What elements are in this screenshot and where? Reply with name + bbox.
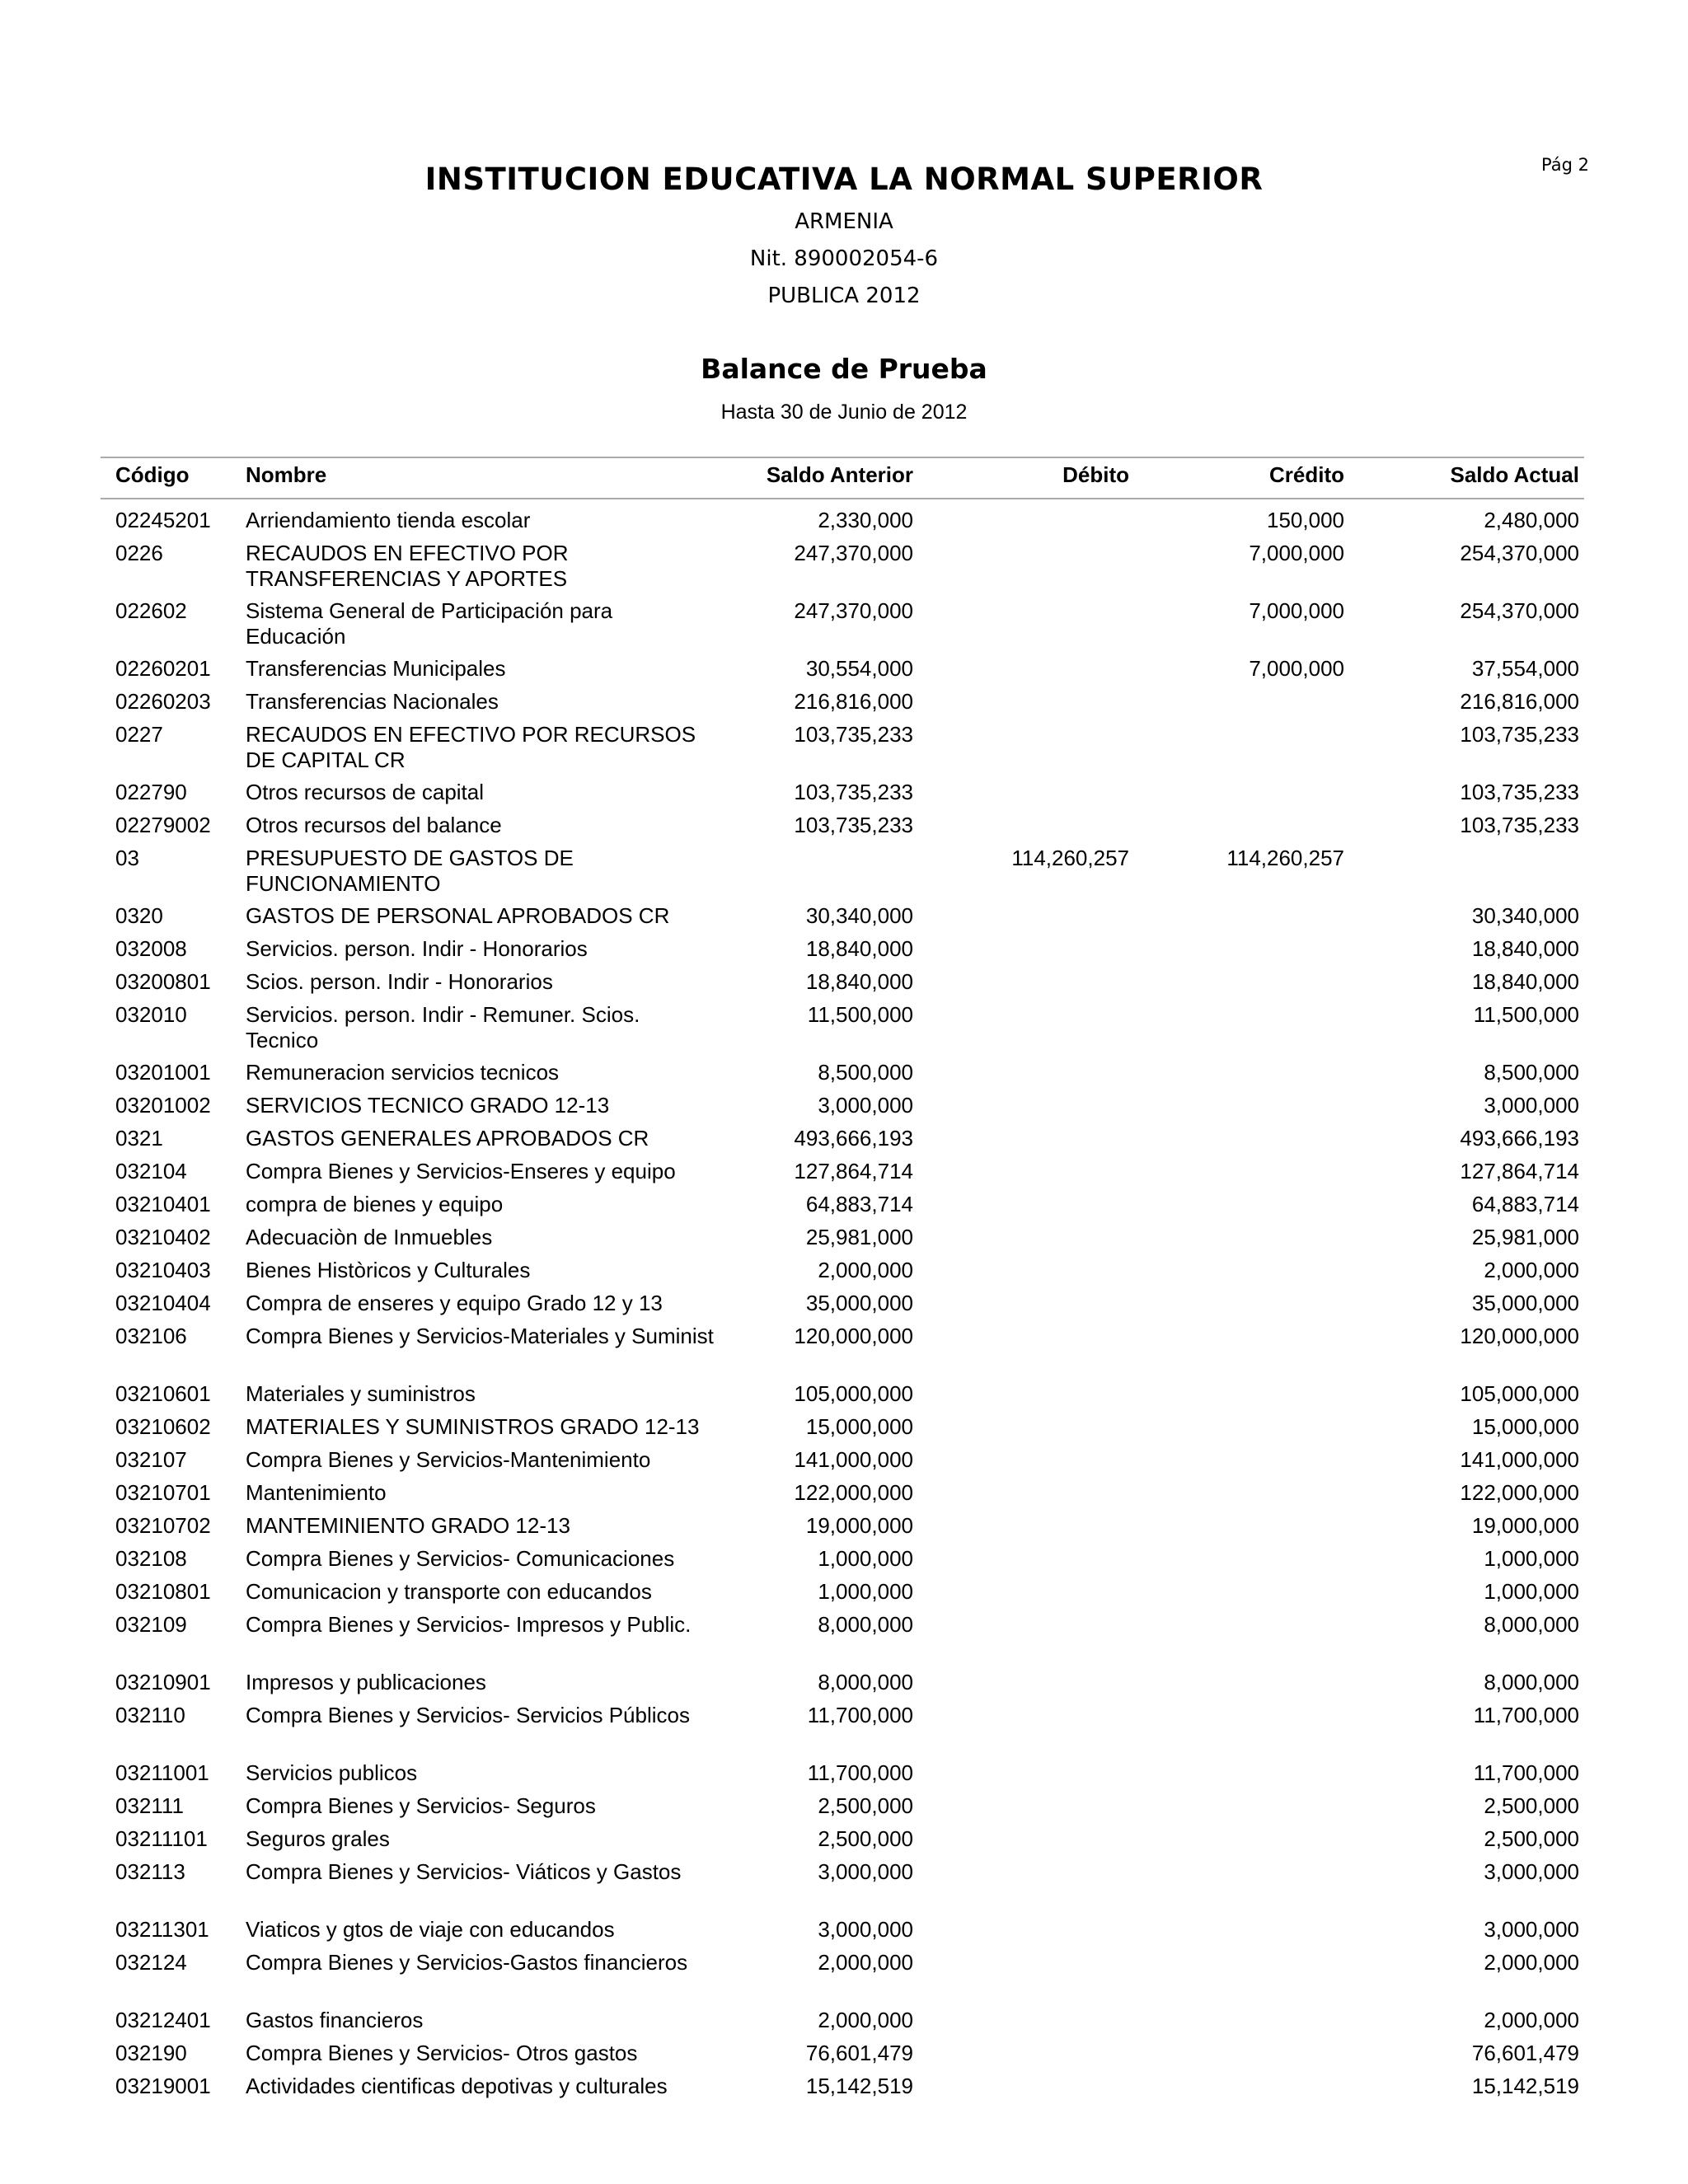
row-saldo-anterior: 127,864,714 [794, 1159, 913, 1183]
row-credito: 150,000 [1267, 508, 1344, 532]
row-code: 03210702 [115, 1513, 211, 1538]
row-saldo-anterior: 2,000,000 [818, 1950, 913, 1975]
table-row [0, 1760, 1688, 1793]
row-code: 032111 [115, 1793, 184, 1818]
row-saldo-anterior: 15,000,000 [805, 1414, 913, 1439]
row-saldo-actual: 3,000,000 [1484, 1093, 1579, 1118]
row-saldo-actual: 8,000,000 [1484, 1612, 1579, 1637]
row-saldo-anterior: 35,000,000 [805, 1291, 913, 1315]
row-code: 032190 [115, 2041, 187, 2065]
table-row [0, 1546, 1688, 1579]
row-name: Compra Bienes y Servicios- Seguros [246, 1793, 596, 1818]
row-saldo-anterior: 8,000,000 [818, 1612, 913, 1637]
row-saldo-actual: 105,000,000 [1460, 1381, 1579, 1406]
row-name: Impresos y publicaciones [246, 1670, 486, 1694]
row-name: Seguros grales [246, 1826, 390, 1851]
row-name: Scios. person. Indir - Honorarios [246, 969, 553, 994]
row-saldo-actual: 103,735,233 [1460, 813, 1579, 837]
row-name: Servicios publicos [246, 1760, 418, 1785]
row-code: 02260203 [115, 689, 211, 714]
page-number: Pág 2 [1541, 155, 1589, 175]
header-rule-top [101, 457, 1584, 458]
row-saldo-actual: 493,666,193 [1460, 1126, 1579, 1151]
row-name: Arriendamiento tienda escolar [246, 508, 531, 532]
table-row [0, 846, 1688, 903]
city: ARMENIA [795, 209, 893, 234]
row-saldo-actual: 11,700,000 [1473, 1703, 1579, 1727]
table-row [0, 1060, 1688, 1093]
row-code: 032108 [115, 1546, 187, 1571]
row-code: 03 [115, 846, 139, 870]
row-saldo-anterior: 1,000,000 [818, 1579, 913, 1604]
table-row [0, 656, 1688, 689]
row-saldo-actual: 18,840,000 [1471, 936, 1579, 961]
table-row [0, 780, 1688, 813]
row-name: Adecuaciòn de Inmuebles [246, 1225, 493, 1249]
table-row [0, 1093, 1688, 1126]
table-row [0, 1159, 1688, 1192]
table-row [0, 1480, 1688, 1513]
row-code: 0320 [115, 903, 163, 928]
row-code: 03210801 [115, 1579, 211, 1604]
row-code: 032104 [115, 1159, 187, 1183]
row-saldo-anterior: 15,142,519 [805, 2074, 913, 2098]
row-name: Compra Bienes y Servicios-Enseres y equipo [246, 1159, 676, 1183]
row-credito: 7,000,000 [1249, 598, 1344, 623]
row-name: Compra Bienes y Servicios- Servicios Públicos [246, 1703, 690, 1727]
row-saldo-actual: 254,370,000 [1460, 541, 1579, 565]
row-saldo-anterior: 8,000,000 [818, 1670, 913, 1694]
row-code: 032109 [115, 1612, 187, 1637]
row-saldo-anterior: 493,666,193 [794, 1126, 913, 1151]
row-name: Sistema General de Participación para Educación [246, 598, 613, 649]
row-saldo-actual: 103,735,233 [1460, 780, 1579, 804]
row-saldo-anterior: 3,000,000 [818, 1859, 913, 1884]
row-name: Materiales y suministros [246, 1381, 476, 1406]
row-saldo-actual: 141,000,000 [1460, 1447, 1579, 1472]
row-name: Transferencias Municipales [246, 656, 506, 681]
row-code: 03210401 [115, 1192, 211, 1216]
row-name: Compra Bienes y Servicios- Impresos y Public. [246, 1612, 692, 1637]
row-name: Compra Bienes y Servicios- Viáticos y Gastos [246, 1859, 682, 1884]
row-name: RECAUDOS EN EFECTIVO POR TRANSFERENCIAS Y APORTES [246, 541, 569, 591]
row-saldo-anterior: 19,000,000 [805, 1513, 913, 1538]
col-header-debito: Débito [1062, 462, 1129, 487]
table-row [0, 969, 1688, 1002]
row-name: SERVICIOS TECNICO GRADO 12-13 [246, 1093, 610, 1118]
row-saldo-actual: 18,840,000 [1471, 969, 1579, 994]
row-code: 03210402 [115, 1225, 211, 1249]
row-name: GASTOS DE PERSONAL APROBADOS CR [246, 903, 670, 928]
row-saldo-actual: 2,000,000 [1484, 2008, 1579, 2032]
row-saldo-anterior: 103,735,233 [794, 813, 913, 837]
row-saldo-actual: 122,000,000 [1460, 1480, 1579, 1505]
row-saldo-anterior: 30,554,000 [805, 656, 913, 681]
table-row [0, 689, 1688, 722]
row-saldo-anterior: 11,500,000 [807, 1002, 913, 1027]
row-saldo-anterior: 18,840,000 [805, 936, 913, 961]
row-code: 032107 [115, 1447, 187, 1472]
table-row [0, 1258, 1688, 1291]
row-code: 02279002 [115, 813, 211, 837]
table-row [0, 1793, 1688, 1826]
row-saldo-actual: 76,601,479 [1471, 2041, 1579, 2065]
table-row [0, 1291, 1688, 1324]
row-name: Servicios. person. Indir - Remuner. Scios. Tecnico [246, 1002, 640, 1052]
row-saldo-actual: 2,000,000 [1484, 1258, 1579, 1282]
row-code: 0321 [115, 1126, 163, 1151]
table-row [0, 813, 1688, 846]
row-credito: 114,260,257 [1226, 846, 1344, 870]
row-saldo-anterior: 2,500,000 [818, 1826, 913, 1851]
row-saldo-anterior: 247,370,000 [794, 541, 913, 565]
entity-type: PUBLICA 2012 [767, 284, 921, 308]
table-row [0, 1324, 1688, 1381]
table-row [0, 1381, 1688, 1414]
table-row [0, 722, 1688, 780]
row-code: 032010 [115, 1002, 187, 1027]
row-name: Mantenimiento [246, 1480, 387, 1505]
row-code: 03210901 [115, 1670, 211, 1694]
row-code: 0226 [115, 541, 163, 565]
row-saldo-actual: 2,500,000 [1484, 1793, 1579, 1818]
row-code: 032110 [115, 1703, 185, 1727]
table-row [0, 508, 1688, 541]
row-saldo-anterior: 30,340,000 [805, 903, 913, 928]
row-code: 03210404 [115, 1291, 211, 1315]
col-header-saldo-actual: Saldo Actual [1450, 462, 1579, 487]
row-saldo-actual: 103,735,233 [1460, 722, 1579, 747]
table-row [0, 2074, 1688, 2107]
row-saldo-anterior: 64,883,714 [805, 1192, 913, 1216]
row-saldo-actual: 8,500,000 [1484, 1060, 1579, 1085]
row-code: 032124 [115, 1950, 187, 1975]
table-row [0, 2008, 1688, 2041]
row-name: Compra Bienes y Servicios-Gastos financieros [246, 1950, 688, 1975]
table-row [0, 1513, 1688, 1546]
row-credito: 7,000,000 [1249, 541, 1344, 565]
row-saldo-anterior: 11,700,000 [807, 1703, 913, 1727]
row-credito: 7,000,000 [1249, 656, 1344, 681]
row-saldo-anterior: 216,816,000 [794, 689, 913, 714]
row-name: Servicios. person. Indir - Honorarios [246, 936, 588, 961]
row-name: Comunicacion y transporte con educandos [246, 1579, 652, 1604]
organization-name: INSTITUCION EDUCATIVA LA NORMAL SUPERIOR [424, 162, 1264, 197]
row-name: Otros recursos de capital [246, 780, 485, 804]
table-row [0, 1414, 1688, 1447]
row-saldo-anterior: 247,370,000 [794, 598, 913, 623]
row-name: RECAUDOS EN EFECTIVO POR RECURSOS DE CAPITAL CR [246, 722, 696, 772]
row-saldo-actual: 35,000,000 [1471, 1291, 1579, 1315]
row-name: Compra Bienes y Servicios-Materiales y Suminist [246, 1324, 714, 1348]
table-row [0, 936, 1688, 969]
row-name: compra de bienes y equipo [246, 1192, 504, 1216]
row-name: MATERIALES Y SUMINISTROS GRADO 12-13 [246, 1414, 700, 1439]
table-row [0, 2041, 1688, 2074]
row-saldo-anterior: 18,840,000 [805, 969, 913, 994]
table-row [0, 1002, 1688, 1060]
row-code: 03211101 [115, 1826, 208, 1851]
col-header-code: Código [115, 462, 190, 487]
row-code: 032113 [115, 1859, 185, 1884]
row-saldo-actual: 2,500,000 [1484, 1826, 1579, 1851]
header-rule-bottom [101, 498, 1584, 499]
row-saldo-actual: 30,340,000 [1471, 903, 1579, 928]
row-saldo-anterior: 3,000,000 [818, 1093, 913, 1118]
row-code: 0227 [115, 722, 163, 747]
row-name: MANTEMINIENTO GRADO 12-13 [246, 1513, 570, 1538]
row-saldo-anterior: 1,000,000 [818, 1546, 913, 1571]
row-name: Compra de enseres y equipo Grado 12 y 13 [246, 1291, 663, 1315]
row-saldo-anterior: 2,500,000 [818, 1793, 913, 1818]
row-saldo-actual: 1,000,000 [1484, 1579, 1579, 1604]
row-saldo-anterior: 11,700,000 [807, 1760, 913, 1785]
row-saldo-anterior: 8,500,000 [818, 1060, 913, 1085]
row-saldo-actual: 19,000,000 [1471, 1513, 1579, 1538]
col-header-saldo-anterior: Saldo Anterior [766, 462, 913, 487]
row-saldo-actual: 15,000,000 [1471, 1414, 1579, 1439]
row-saldo-anterior: 103,735,233 [794, 722, 913, 747]
row-name: Viaticos y gtos de viaje con educandos [246, 1917, 615, 1942]
row-saldo-anterior: 76,601,479 [805, 2041, 913, 2065]
row-saldo-anterior: 103,735,233 [794, 780, 913, 804]
row-code: 03201001 [115, 1060, 211, 1085]
row-saldo-anterior: 2,000,000 [818, 1258, 913, 1282]
row-code: 022602 [115, 598, 187, 623]
row-name: Gastos financieros [246, 2008, 424, 2032]
row-code: 03211301 [115, 1917, 209, 1942]
row-saldo-actual: 11,500,000 [1473, 1002, 1579, 1027]
row-name: Bienes Històricos y Culturales [246, 1258, 531, 1282]
table-row [0, 541, 1688, 598]
row-saldo-actual: 127,864,714 [1460, 1159, 1579, 1183]
row-name: Compra Bienes y Servicios- Comunicaciones [246, 1546, 675, 1571]
table-body [0, 508, 1688, 2107]
row-saldo-anterior: 122,000,000 [794, 1480, 913, 1505]
row-name: GASTOS GENERALES APROBADOS CR [246, 1126, 649, 1151]
table-row [0, 1703, 1688, 1760]
row-saldo-actual: 1,000,000 [1484, 1546, 1579, 1571]
row-saldo-anterior: 25,981,000 [805, 1225, 913, 1249]
table-row [0, 1192, 1688, 1225]
row-code: 02245201 [115, 508, 211, 532]
row-saldo-actual: 3,000,000 [1484, 1859, 1579, 1884]
row-saldo-actual: 254,370,000 [1460, 598, 1579, 623]
row-saldo-actual: 11,700,000 [1473, 1760, 1579, 1785]
row-code: 03200801 [115, 969, 211, 994]
row-saldo-anterior: 120,000,000 [794, 1324, 913, 1348]
table-row [0, 1917, 1688, 1950]
row-name: Compra Bienes y Servicios- Otros gastos [246, 2041, 638, 2065]
report-title: Balance de Prueba [701, 353, 987, 385]
col-header-name: Nombre [246, 462, 327, 487]
row-saldo-actual: 2,000,000 [1484, 1950, 1579, 1975]
row-saldo-anterior: 2,000,000 [818, 2008, 913, 2032]
row-debito: 114,260,257 [1011, 846, 1129, 870]
row-saldo-actual: 2,480,000 [1484, 508, 1579, 532]
row-saldo-actual: 216,816,000 [1460, 689, 1579, 714]
report-period: Hasta 30 de Junio de 2012 [720, 401, 968, 424]
table-row [0, 1859, 1688, 1917]
row-name: Actividades cientificas depotivas y culturales [246, 2074, 668, 2098]
row-saldo-actual: 37,554,000 [1471, 656, 1579, 681]
row-code: 02260201 [115, 656, 211, 681]
table-row [0, 1826, 1688, 1859]
row-saldo-actual: 25,981,000 [1471, 1225, 1579, 1249]
table-row [0, 1126, 1688, 1159]
row-code: 03210701 [115, 1480, 211, 1505]
row-saldo-actual: 8,000,000 [1484, 1670, 1579, 1694]
row-code: 03210602 [115, 1414, 211, 1439]
table-row [0, 1447, 1688, 1480]
table-row [0, 1225, 1688, 1258]
row-saldo-anterior: 141,000,000 [794, 1447, 913, 1472]
row-code: 03210601 [115, 1381, 211, 1406]
row-saldo-actual: 3,000,000 [1484, 1917, 1579, 1942]
row-code: 032106 [115, 1324, 187, 1348]
row-saldo-anterior: 2,330,000 [818, 508, 913, 532]
row-saldo-actual: 15,142,519 [1471, 2074, 1579, 2098]
table-row [0, 1670, 1688, 1703]
row-code: 03212401 [115, 2008, 211, 2032]
row-name: Otros recursos del balance [246, 813, 502, 837]
table-row [0, 1579, 1688, 1612]
row-saldo-actual: 120,000,000 [1460, 1324, 1579, 1348]
row-code: 022790 [115, 780, 187, 804]
row-code: 03211001 [115, 1760, 209, 1785]
row-name: PRESUPUESTO DE GASTOS DE FUNCIONAMIENTO [246, 846, 574, 896]
row-code: 03219001 [115, 2074, 211, 2098]
row-name: Transferencias Nacionales [246, 689, 499, 714]
row-saldo-anterior: 105,000,000 [794, 1381, 913, 1406]
row-code: 03201002 [115, 1093, 211, 1118]
row-code: 032008 [115, 936, 187, 961]
row-saldo-actual: 64,883,714 [1471, 1192, 1579, 1216]
row-name: Remuneracion servicios tecnicos [246, 1060, 560, 1085]
table-row [0, 1950, 1688, 2008]
table-header [0, 462, 1688, 495]
table-row [0, 903, 1688, 936]
row-name: Compra Bienes y Servicios-Mantenimiento [246, 1447, 651, 1472]
nit-number: Nit. 890002054-6 [749, 246, 939, 271]
row-saldo-anterior: 3,000,000 [818, 1917, 913, 1942]
table-row [0, 1612, 1688, 1670]
col-header-credito: Crédito [1269, 462, 1344, 487]
table-row [0, 598, 1688, 656]
row-code: 03210403 [115, 1258, 211, 1282]
